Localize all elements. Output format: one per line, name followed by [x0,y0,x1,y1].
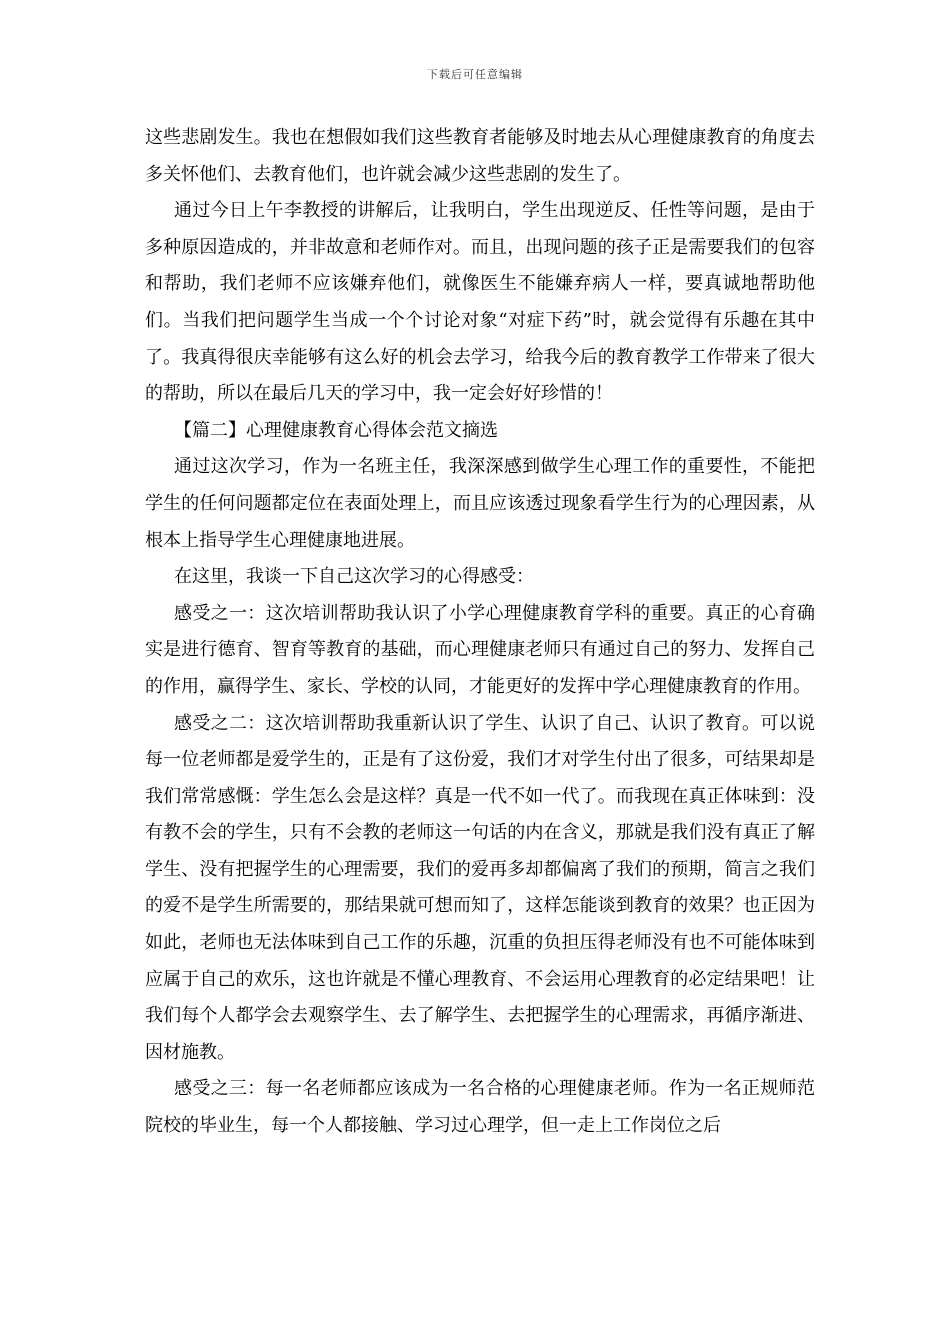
paragraph: 通过今日上午李教授的讲解后，让我明白，学生出现逆反、任性等问题，是由于多种原因造成的，并非故意和老师作对。而且，出现问题的孩子正是需要我们的包容和帮助，我们老师不应该嫌弃他们，就像医生不能嫌弃病人一样，要真诚地帮助他们。当我们把问题学生当成一个个讨论对象“对症下药”时，就会觉得有乐趣在其中了。我真得很庆幸能够有这么好的机会去学习，给我今后的教育教学工作带来了很大的帮助，所以在最后几天的学习中，我一定会好好珍惜的！ [145,200,815,405]
paragraph: 这些悲剧发生。我也在想假如我们这些教育者能够及时地去从心理健康教育的角度去多关怀他们、去教育他们，也许就会减少这些悲剧的发生了。 [145,127,815,185]
paragraph: 感受之三：每一名老师都应该成为一名合格的心理健康老师。作为一名正规师范院校的毕业生，每一个人都接触、学习过心理学，但一走上工作岗位之后 [145,1078,815,1137]
paragraph: 在这里，我谈一下自己这次学习的心得感受： [174,566,534,588]
paragraph: 通过这次学习，作为一名班主任，我深深感到做学生心理工作的重要性，不能把学生的任何问题都定位在表面处理上，而且应该透过现象看学生行为的心理因素，从根本上指导学生心理健康地进展。 [145,456,815,551]
paragraph: 感受之二：这次培训帮助我重新认识了学生、认识了自己、认识了教育。可以说每一位老师都是爱学生的，正是有了这份爱，我们才对学生付出了很多，可结果却是我们常常感慨：学生怎么会是这样？真是一代不如一代了。而我现在真正体味到：没有教不会的学生，只有不会教的老师这一句话的内在含义，那就是我们没有真正了解学生、没有把握学生的心理需要，我们的爱再多却都偏离了我们的预期，简言之我们的爱不是学生所需要的，那结果就可想而知了，这样怎能谈到教育的效果？也正因为如此，老师也无法体味到自己工作的乐趣，沉重的负担压得老师没有也不可能体味到应属于自己的欢乐，这也许就是不懂心理教育、不会运用心理教育的必定结果吧！让我们每个人都学会去观察学生、去了解学生、去把握学生的心理需求，再循序渐进、因材施教。 [145,712,815,1063]
section-heading: 【篇二】心理健康教育心得体会范文摘选 [174,419,498,441]
document-body [145,120,815,1145]
paragraph: 感受之一：这次培训帮助我认识了小学心理健康教育学科的重要。真正的心育确实是进行德育、智育等教育的基础，而心理健康老师只有通过自己的努力、发挥自己的作用，赢得学生、家长、学校的认同，才能更好的发挥中学心理健康教育的作用。 [145,602,815,697]
page-header: 下载后可任意编辑 [427,68,523,81]
